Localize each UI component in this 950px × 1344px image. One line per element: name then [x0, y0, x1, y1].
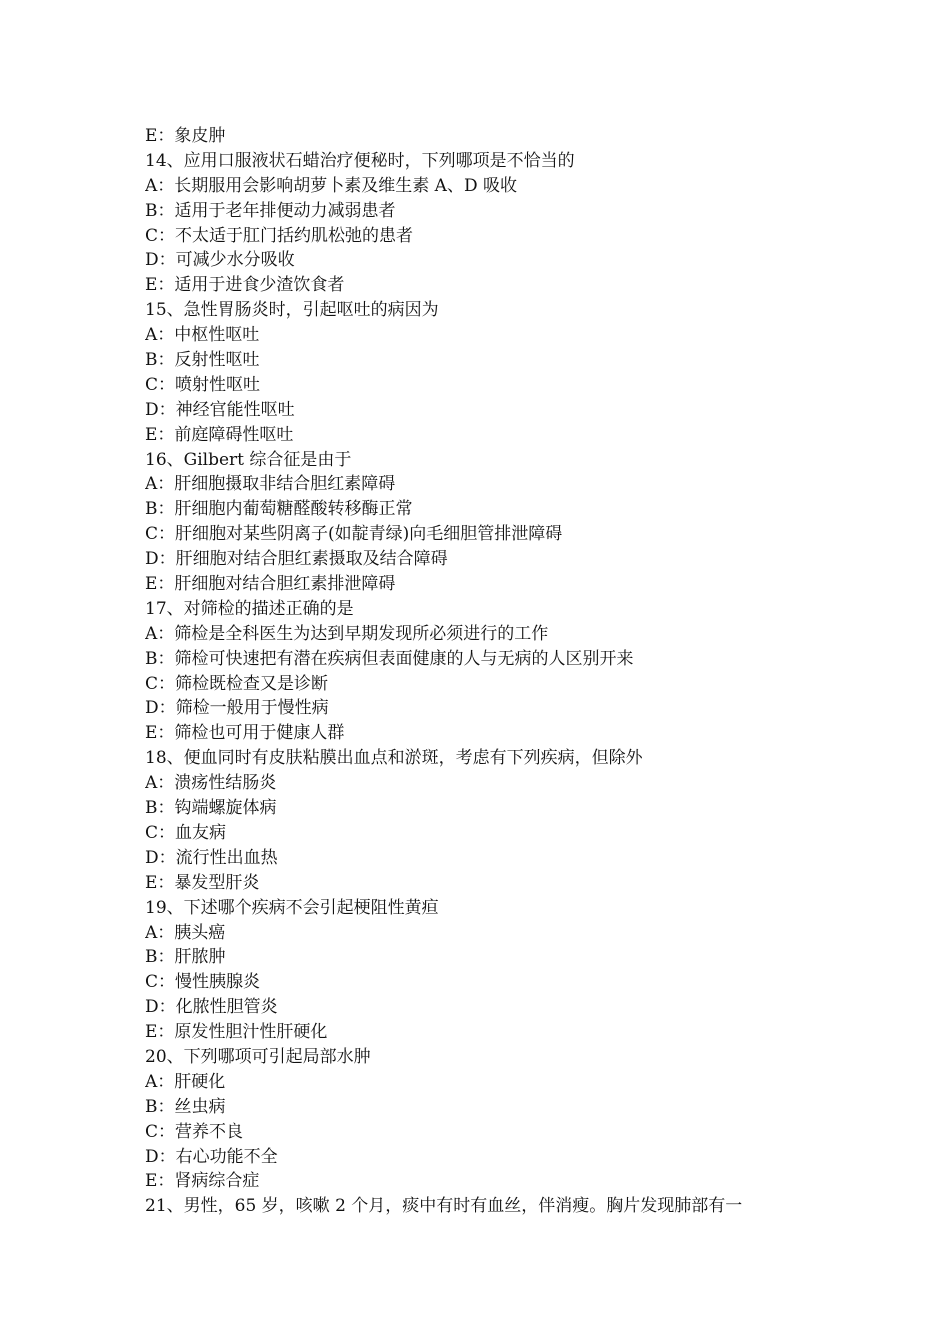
text-line: E：肝细胞对结合胆红素排泄障碍 — [145, 574, 396, 595]
text-line: C：肝细胞对某些阴离子(如靛青绿)向毛细胆管排泄障碍 — [145, 524, 563, 545]
text-line: D：肝细胞对结合胆红素摄取及结合障碍 — [145, 549, 448, 570]
text-line: B：肝脓肿 — [145, 947, 226, 968]
text-line: 18、便血同时有皮肤粘膜出血点和淤斑，考虑有下列疾病，但除外 — [145, 748, 643, 769]
text-line: A：肝细胞摄取非结合胆红素障碍 — [145, 474, 396, 495]
text-line: E：筛检也可用于健康人群 — [145, 723, 345, 744]
text-line: A：筛检是全科医生为达到早期发现所必须进行的工作 — [145, 623, 549, 644]
text-line: B：丝虫病 — [145, 1096, 226, 1117]
text-line: D：筛检一般用于慢性病 — [145, 698, 329, 719]
text-line: C：营养不良 — [145, 1121, 244, 1142]
text-line: D：化脓性胆管炎 — [145, 997, 278, 1018]
text-line: A：溃疡性结肠炎 — [145, 773, 277, 794]
text-line: B：筛检可快速把有潜在疾病但表面健康的人与无病的人区别开来 — [145, 648, 634, 669]
text-line: 14、应用口服液状石蜡治疗便秘时，下列哪项是不恰当的 — [145, 150, 575, 171]
text-line: E：前庭障碍性呕吐 — [145, 424, 294, 445]
text-line: 19、下述哪个疾病不会引起梗阻性黄疸 — [145, 897, 439, 918]
text-line: 17、对筛检的描述正确的是 — [145, 598, 354, 619]
text-line: C：不太适于肛门括约肌松弛的患者 — [145, 225, 414, 246]
text-line: A：中枢性呕吐 — [145, 325, 260, 346]
text-line: D：右心功能不全 — [145, 1146, 278, 1167]
text-line: B：适用于老年排便动力减弱患者 — [145, 200, 396, 221]
text-line: 16、Gilbert 综合征是由于 — [145, 449, 352, 470]
text-line: D：流行性出血热 — [145, 847, 278, 868]
text-line: C：血友病 — [145, 822, 227, 843]
text-line: E：暴发型肝炎 — [145, 872, 260, 893]
text-line: D：神经官能性呕吐 — [145, 399, 295, 420]
text-line: E：原发性胆汁性肝硬化 — [145, 1022, 328, 1043]
text-line: B：肝细胞内葡萄糖醛酸转移酶正常 — [145, 499, 413, 520]
text-line: E：肾病综合症 — [145, 1171, 260, 1192]
text-line: B：反射性呕吐 — [145, 350, 260, 371]
text-line: A：肝硬化 — [145, 1071, 226, 1092]
text-line: E：象皮肿 — [145, 126, 226, 146]
text-line: D：可减少水分吸收 — [145, 250, 295, 271]
text-line: A：长期服用会影响胡萝卜素及维生素 A、D 吸收 — [145, 175, 517, 196]
text-line: 20、下列哪项可引起局部水肿 — [145, 1046, 371, 1067]
text-line: 21、男性，65 岁，咳嗽 2 个月，痰中有时有血丝，伴消瘦。胸片发现肺部有一 — [145, 1196, 743, 1217]
text-line: B：钩端螺旋体病 — [145, 798, 277, 819]
text-line: C：筛检既检查又是诊断 — [145, 673, 329, 694]
text-line: C：慢性胰腺炎 — [145, 972, 261, 993]
text-line: E：适用于进食少渣饮食者 — [145, 275, 345, 296]
text-line: A：胰头癌 — [145, 922, 226, 943]
text-line: C：喷射性呕吐 — [145, 374, 261, 395]
text-line: 15、急性胃肠炎时，引起呕吐的病因为 — [145, 300, 439, 321]
document-body — [145, 124, 845, 1219]
